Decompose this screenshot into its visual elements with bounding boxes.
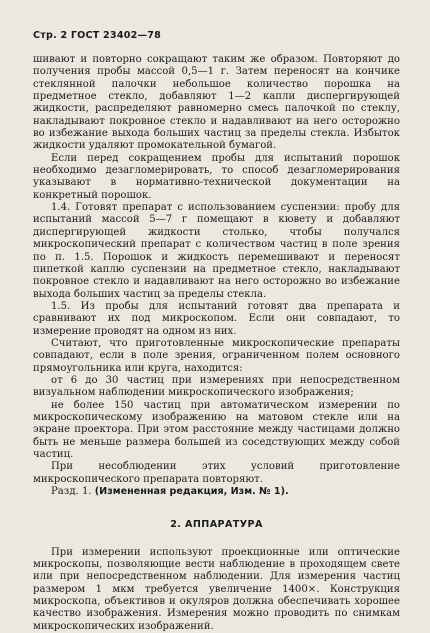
amendment-prefix: Разд. 1. bbox=[51, 486, 95, 498]
running-head: Стр. 2 ГОСТ 23402—78 bbox=[33, 30, 161, 41]
paragraph: шивают и повторно сокращают таким же образом. Повторяют до получения пробы массой 0,5—1 г. Затем переносят на кончике стеклянной палочки небольшое количество порошка на предметное стекло, добавляют 1—2 капли диспергирующей жидкости, распределяют равномерно смесь палочкой по стеклу, накладывают покровное стекло и надавливают на него осторожно во избежание выхода больших частиц за пределы стекла. Избыток жидкости удаляют промокательной бумагой. bbox=[33, 54, 400, 152]
amendment-bold: (Измененная редакция, Изм. № 1). bbox=[94, 486, 289, 498]
body-text bbox=[33, 54, 400, 633]
paragraph-1-4: 1.4. Готовят препарат с использованием суспензии: пробу для испытаний массой 5—7 г помещают в кювету и добавляют диспергирующей жидкости столько, чтобы получался микроскопический препарат с количеством частиц в поле зрения по п. 1.5. Порошок и жидкость перемешивают и переносят пипеткой каплю суспензии на предметное стекло, накладывают покровное стекло и надавливают на него осторожно во избежание выхода больших частиц за пределы стекла. bbox=[33, 202, 400, 300]
section-title: 2. АППАРАТУРА bbox=[170, 519, 263, 531]
paragraph: Если перед сокращением пробы для испытаний порошок необходимо дезагломерировать, то способ дезагломерирования указывают в нормативно-технической документации на конкретный порошок. bbox=[33, 152, 400, 201]
paragraph: При измерении используют проекционные или оптические микроскопы, позволяющие вести наблюдение в проходящем свете или при непосредственном наблюдении. Для измерения частиц размером 1 мкм требуется увеличение 1400×. Конструкция микроскопа, объективов и окуляров должна обеспечивать хорошее качество изображения. Измерения можно проводить по снимкам микроскопических изображений. bbox=[33, 546, 400, 632]
amendment-note bbox=[33, 486, 400, 498]
list-item: от 6 до 30 частиц при измерениях при непосредственном визуальном наблюдении микроскопического изображения; bbox=[33, 374, 400, 399]
paragraph-1-5: 1.5. Из пробы для испытаний готовят два препарата и сравнивают их под микроскопом. Если они совпадают, то измерение проводят на одном из них. bbox=[33, 300, 400, 337]
paragraph: Считают, что приготовленные микроскопические препараты совпадают, если в поле зрения, ограниченном полем основного прямоугольника или круга, находится: bbox=[33, 337, 400, 374]
paragraph: При несоблюдении этих условий приготовление микроскопического препарата повторяют. bbox=[33, 461, 400, 485]
list-item: не более 150 частиц при автоматическом измерении по микроскопическому изображению на матовом стекле или на экране проектора. При этом расстояние между частицами должно быть не меньше размера большей из соседствующих между собой частиц. bbox=[33, 399, 400, 460]
